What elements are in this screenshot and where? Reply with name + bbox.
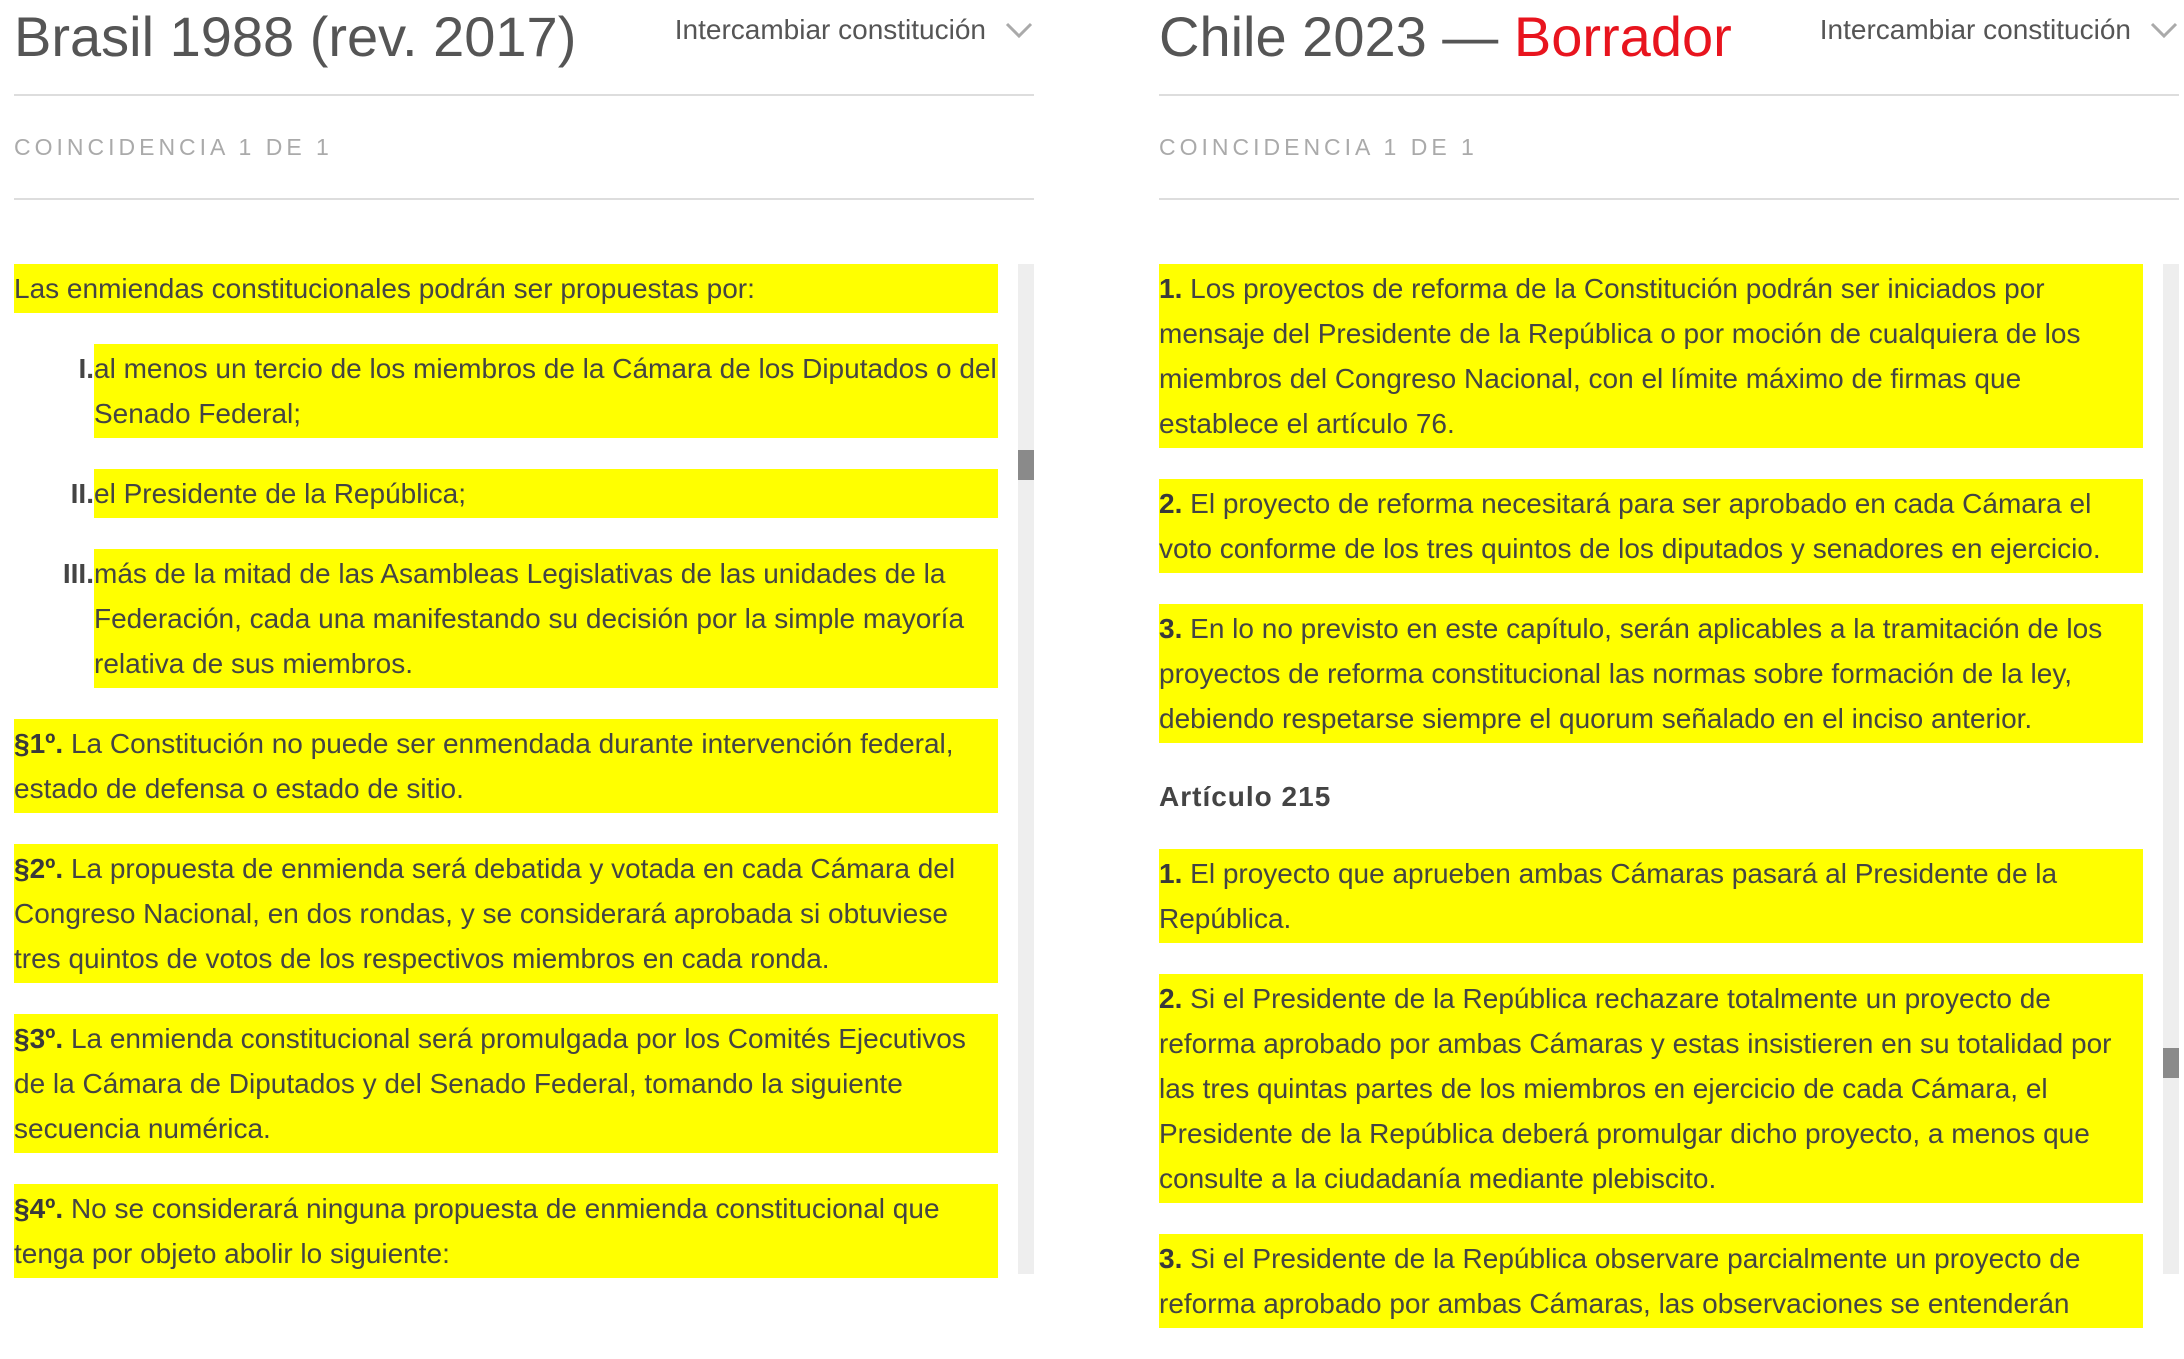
list-text: más de la mitad de las Asambleas Legislativas de las unidades de la Federación, cada una manifestando su decisión por la simple mayoría relativa de sus miembros.: [94, 549, 998, 688]
paragraph-text: El proyecto que aprueben ambas Cámaras pasará al Presidente de la República.: [1159, 858, 2058, 934]
paragraph-number: 1.: [1159, 858, 1183, 889]
paragraph-number: 1.: [1159, 273, 1183, 304]
list-item: [14, 549, 998, 688]
paragraph: [14, 719, 998, 813]
draft-label: Borrador: [1513, 5, 1732, 68]
paragraph-number: §2º.: [14, 853, 64, 884]
intro-paragraph: Las enmiendas constitucionales podrán ser propuestas por:: [14, 264, 998, 313]
list-text: el Presidente de la República;: [94, 469, 998, 518]
chevron-down-icon: [2149, 20, 2179, 40]
paragraph-number: 3.: [1159, 613, 1183, 644]
paragraph: [1159, 264, 2143, 448]
paragraph-number: §4º.: [14, 1193, 64, 1224]
constitution-title: [1159, 2, 1732, 72]
paragraph-text: Los proyectos de reforma de la Constitución podrán ser iniciados por mensaje del Presidente de la República o por moción de cualquiera de los miembros del Congreso Nacional, con el límite máximo de firmas que establece el artículo 76.: [1159, 273, 2081, 439]
match-bar: [1159, 96, 2179, 200]
paragraph-text: El proyecto de reforma necesitará para ser aprobado en cada Cámara el voto conforme de los tres quintos de los diputados y senadores en ejercicio.: [1159, 488, 2101, 564]
paragraph-text: Si el Presidente de la República rechazare totalmente un proyecto de reforma aprobado por ambas Cámaras y estas insistieren en su totalidad por las tres quintas partes de los miembros en ejercicio de cada Cámara, el Presidente de la República deberá promulgar dicho proyecto, a menos que consulte a la ciudadanía mediante plebiscito.: [1159, 983, 2112, 1194]
list-item: [14, 344, 998, 438]
scrollbar-thumb[interactable]: [1018, 450, 1034, 480]
constitution-text: [14, 264, 998, 1309]
constitution-text: [1159, 264, 2143, 1359]
constitution-title: Brasil 1988 (rev. 2017): [14, 5, 577, 68]
paragraph-number: §1º.: [14, 728, 64, 759]
scrollbar-thumb[interactable]: [2163, 1048, 2179, 1078]
paragraph-number: 2.: [1159, 488, 1183, 519]
list-number: III.: [62, 558, 94, 589]
match-bar: [14, 96, 1034, 200]
paragraph: [14, 1014, 998, 1153]
paragraph: [1159, 604, 2143, 743]
paragraph-number: §3º.: [14, 1023, 64, 1054]
swap-constitution-label: Intercambiar constitución: [674, 14, 986, 45]
scrollbar[interactable]: [1018, 264, 1034, 1274]
constitution-panel-left: [14, 0, 1034, 1272]
list-number: I.: [78, 353, 94, 384]
match-counter: COINCIDENCIA 1 DE 1: [1159, 134, 1478, 160]
panel-header: [14, 0, 1034, 96]
paragraph: [1159, 974, 2143, 1203]
chevron-down-icon: [1004, 20, 1034, 40]
paragraph-text: La enmienda constitucional será promulgada por los Comités Ejecutivos de la Cámara de Diputados y del Senado Federal, tomando la siguiente secuencia numérica.: [14, 1023, 966, 1144]
paragraph-text: La Constitución no puede ser enmendada durante intervención federal, estado de defensa o estado de sitio.: [14, 728, 954, 804]
paragraph-text: No se considerará ninguna propuesta de enmienda constitucional que tenga por objeto abolir lo siguiente:: [14, 1193, 940, 1269]
paragraph-number: 3.: [1159, 1243, 1183, 1274]
swap-constitution-button[interactable]: [675, 14, 1034, 46]
panel-header: [1159, 0, 2179, 96]
paragraph-text: La propuesta de enmienda será debatida y votada en cada Cámara del Congreso Nacional, en dos rondas, y se considerará aprobada si obtuviese tres quintos de votos de los respectivos miembros en cada ronda.: [14, 853, 956, 974]
paragraph-number: 2.: [1159, 983, 1183, 1014]
list-text: al menos un tercio de los miembros de la Cámara de los Diputados o del Senado Federal;: [94, 344, 998, 438]
list-item: [14, 469, 998, 518]
paragraph: [1159, 1234, 2143, 1328]
article-heading: Artículo 215: [1159, 781, 1332, 812]
paragraph-text: Si el Presidente de la República observare parcialmente un proyecto de reforma aprobado por ambas Cámaras, las observaciones se entenderán: [1159, 1243, 2081, 1319]
paragraph-text: En lo no previsto en este capítulo, serán aplicables a la tramitación de los proyectos de reforma constitucional las normas sobre formación de la ley, debiendo respetarse siempre el quorum señalado en el inciso anterior.: [1159, 613, 2103, 734]
list-number: II.: [70, 478, 94, 509]
scrollbar[interactable]: [2163, 264, 2179, 1274]
constitution-title-text: Chile 2023 —: [1159, 5, 1499, 68]
swap-constitution-label: Intercambiar constitución: [1819, 14, 2131, 45]
swap-constitution-button[interactable]: [1820, 14, 2179, 46]
match-counter: COINCIDENCIA 1 DE 1: [14, 134, 333, 160]
paragraph: [14, 1184, 998, 1278]
paragraph: [14, 844, 998, 983]
paragraph: [1159, 849, 2143, 943]
paragraph: [1159, 479, 2143, 573]
constitution-panel-right: [1159, 0, 2179, 1319]
